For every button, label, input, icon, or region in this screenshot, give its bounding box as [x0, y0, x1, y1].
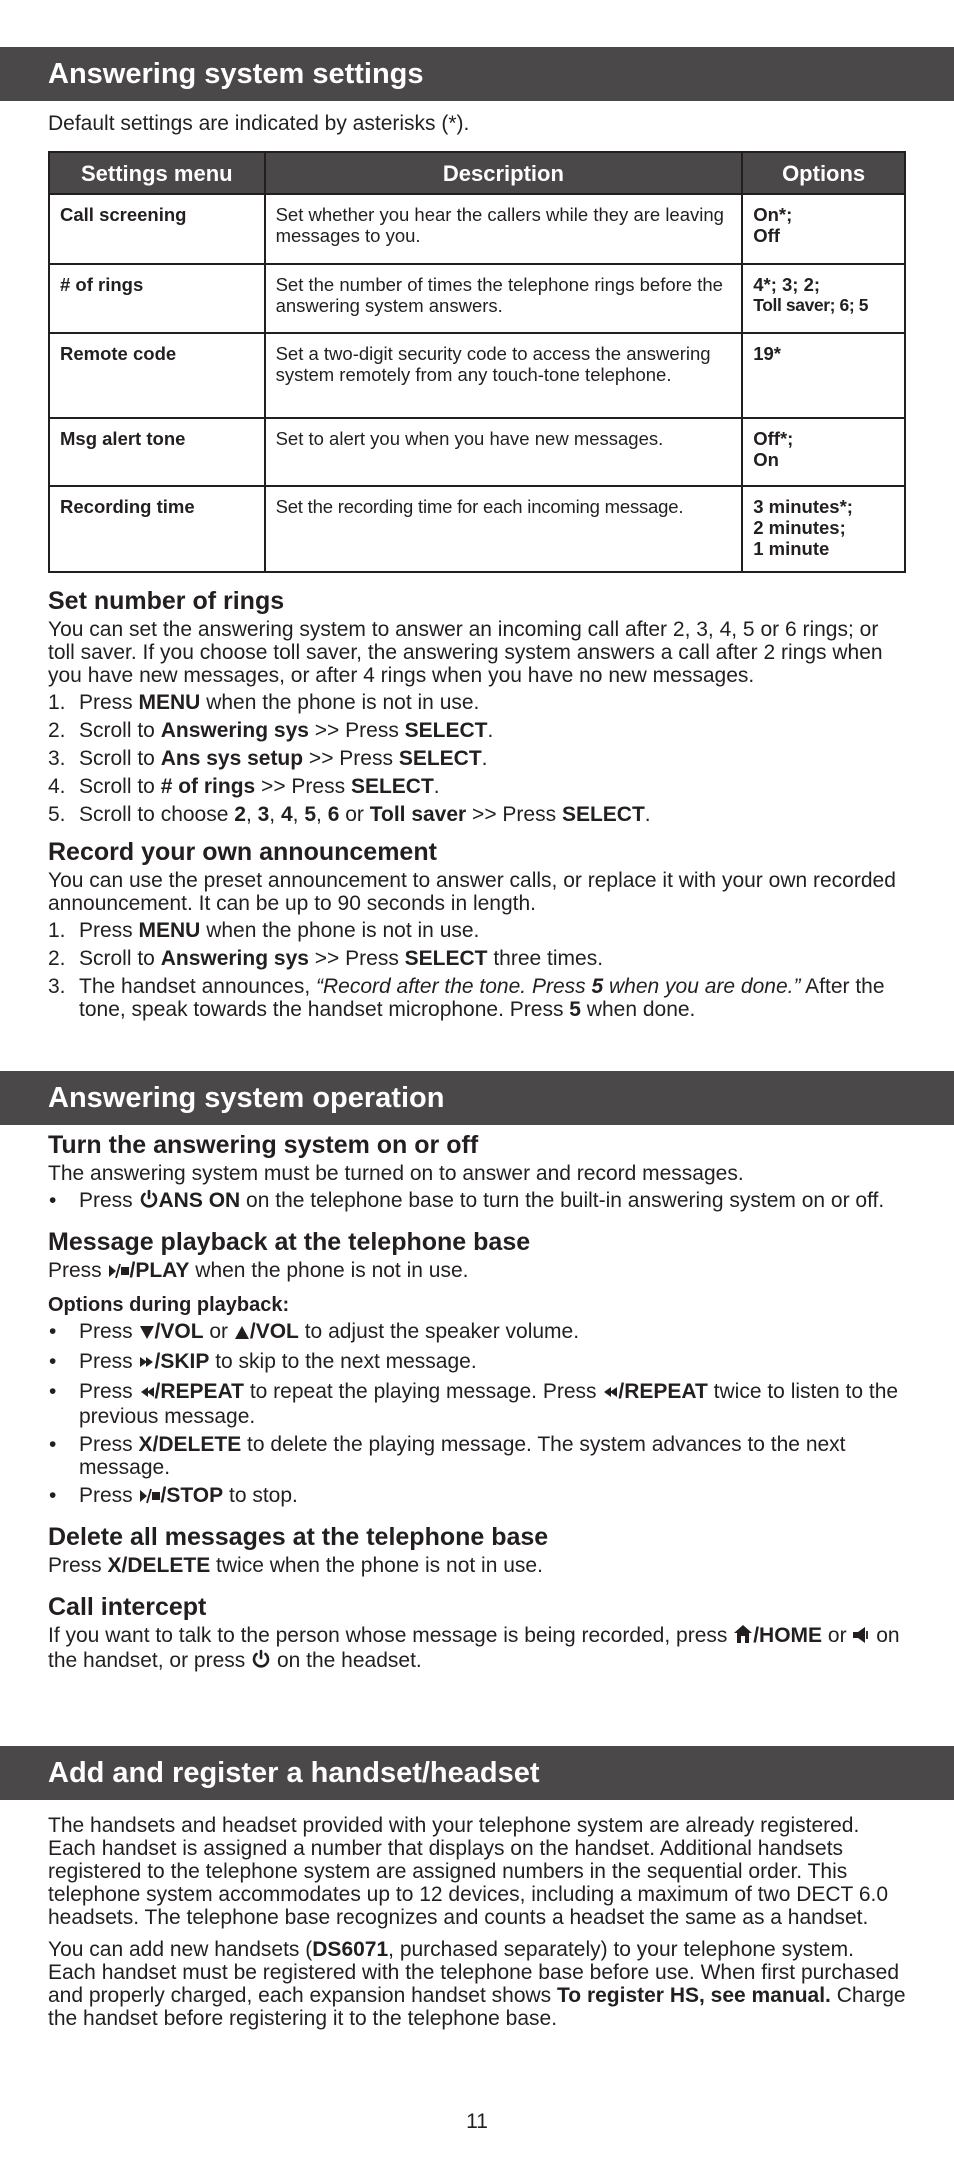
list-item: • Press X/DELETE to delete the playing message. The system advances to the next message.: [49, 1433, 846, 1479]
option-value: Off*;: [753, 428, 794, 449]
table-cell-description: Set the recording time for each incoming message.: [265, 486, 743, 572]
table-row: [49, 486, 905, 572]
paragraph: The answering system must be turned on to answer and record messages.: [48, 1162, 744, 1185]
power-icon: [251, 1649, 271, 1674]
call-intercept-section: [48, 1593, 906, 1674]
option-value: 3 minutes*;: [753, 496, 853, 517]
table-cell-description: Set to alert you when you have new messages.: [265, 418, 743, 486]
table-cell-options: [742, 264, 905, 333]
paragraph: Press /PLAY when the phone is not in use.: [48, 1259, 469, 1282]
onoff-section: [48, 1131, 906, 1214]
list-item: 3. Scroll to Ans sys setup >> Press SELECT.: [48, 747, 488, 770]
option-value: Toll saver; 6; 5: [753, 295, 869, 315]
steps-list: [48, 691, 906, 826]
settings-table: [48, 151, 906, 573]
list-item: 1. Press MENU when the phone is not in use.: [48, 691, 480, 714]
table-cell-options: [742, 418, 905, 486]
bullet-list: [48, 1320, 906, 1509]
option-value: 19*: [753, 343, 782, 364]
list-item: 3. The handset announces, “Record after the tone. Press 5 when you are done.” After the tone, speak towards the handset microphone. Press 5 when done.: [48, 975, 885, 1021]
list-item: 2. Scroll to Answering sys >> Press SELECT three times.: [48, 947, 604, 970]
section-heading: Delete all messages at the telephone base: [48, 1523, 549, 1551]
announcement-section: [48, 838, 906, 1021]
table-header: Options: [742, 152, 905, 194]
list-item: • Press /VOL or /VOL to adjust the speaker volume.: [49, 1320, 580, 1343]
default-note: Default settings are indicated by asterisks (*).: [48, 112, 470, 135]
list-item: 1. Press MENU when the phone is not in use.: [48, 919, 480, 942]
section-title-bar: Answering system operation: [0, 1071, 954, 1125]
bullet-list: [48, 1189, 906, 1214]
table-cell-description: Set the number of times the telephone rings before the answering system answers.: [265, 264, 743, 333]
table-cell-setting: Remote code: [49, 333, 265, 418]
home-icon: [733, 1624, 753, 1649]
section-title-bar: Answering system settings: [0, 47, 954, 101]
section-heading: Set number of rings: [48, 587, 285, 615]
table-cell-description: Set whether you hear the callers while they are leaving messages to you.: [265, 194, 743, 264]
list-item: 5. Scroll to choose 2, 3, 4, 5, 6 or Toll saver >> Press SELECT.: [48, 803, 651, 826]
table-row: [49, 264, 905, 333]
volume-up-icon: [234, 1322, 250, 1345]
table-row: [49, 333, 905, 418]
skip-icon: [139, 1352, 155, 1375]
table-cell-setting: Msg alert tone: [49, 418, 265, 486]
delete-all-section: [48, 1523, 906, 1577]
list-item: • Press ANS ON on the telephone base to turn the built-in answering system on or off.: [49, 1189, 885, 1212]
list-item: • Press /REPEAT to repeat the playing message. Press /REPEAT twice to listen to the previous message.: [49, 1380, 899, 1428]
section-heading: Record your own announcement: [48, 838, 437, 866]
repeat-icon: [602, 1382, 618, 1405]
section-add-register: [0, 1746, 954, 2034]
table-cell-setting: Call screening: [49, 194, 265, 264]
speaker-icon: [852, 1626, 870, 1649]
options-heading: Options during playback:: [48, 1294, 290, 1316]
page-number: 11: [466, 2110, 488, 2133]
repeat-icon: [139, 1382, 155, 1405]
paragraph: Press X/DELETE twice when the phone is not in use.: [48, 1554, 543, 1577]
option-value: 1 minute: [753, 538, 830, 559]
section-answering-settings: [0, 47, 954, 1026]
table-header-row: [49, 152, 905, 194]
table-cell-options: [742, 194, 905, 264]
table-cell-setting: # of rings: [49, 264, 265, 333]
section-heading: Call intercept: [48, 1593, 207, 1621]
list-item: 4. Scroll to # of rings >> Press SELECT.: [48, 775, 440, 798]
section-title-bar: Add and register a handset/headset: [0, 1746, 954, 1800]
paragraph: If you want to talk to the person whose message is being recorded, press /HOME or on the handset, or press on the headset.: [48, 1624, 900, 1672]
paragraph: The handsets and headset provided with your telephone system are already registered. Each handset is assigned a number that displays on the handset. Additional handsets registered to the telephone system are assigned numbers in the sequential order. This telephone system accommodates up to 12 devices, including a maximum of two DECT 6.0 headsets. The telephone base recognizes and counts a headset the same as a handset.: [48, 1814, 889, 1929]
set-rings-section: [48, 587, 906, 826]
play-stop-icon: [108, 1261, 130, 1284]
paragraph: You can add new handsets (DS6071, purchased separately) to your telephone system. Each handset must be registered with the telephone base before use. When first purchased and properly charged, each expansion handset shows To register HS, see manual. Charge the handset before registering it to the telephone base.: [48, 1938, 906, 2030]
paragraph: You can set the answering system to answer an incoming call after 2, 3, 4, 5 or 6 rings; or toll saver. If you choose toll saver, the answering system answers a call after 2 rings when you have new messages, or after 4 rings when you have no new messages.: [48, 618, 883, 687]
playback-section: [48, 1228, 906, 1509]
table-cell-options: [742, 486, 905, 572]
section-heading: Turn the answering system on or off: [48, 1131, 479, 1159]
option-value: 4*; 3; 2;: [753, 274, 821, 295]
option-value: On*;: [753, 204, 793, 225]
table-header: Settings menu: [49, 152, 265, 194]
table-row: [49, 418, 905, 486]
play-stop-icon: [139, 1486, 161, 1509]
paragraph: You can use the preset announcement to answer calls, or replace it with your own recorded announcement. It can be up to 90 seconds in length.: [48, 869, 896, 915]
table-header: Description: [265, 152, 743, 194]
option-value: On: [753, 449, 779, 470]
table-cell-description: Set a two-digit security code to access the answering system remotely from any touch-tone telephone.: [265, 333, 743, 418]
section-answering-operation: [0, 1071, 954, 1678]
list-item: • Press /STOP to stop.: [49, 1484, 298, 1507]
section-heading: Message playback at the telephone base: [48, 1228, 531, 1256]
volume-down-icon: [139, 1322, 155, 1345]
option-value: Off: [753, 225, 780, 246]
list-item: 2. Scroll to Answering sys >> Press SELECT.: [48, 719, 494, 742]
power-icon: [139, 1189, 159, 1214]
table-row: [49, 194, 905, 264]
steps-list: [48, 919, 906, 1021]
list-item: • Press /SKIP to skip to the next message.: [49, 1350, 477, 1373]
table-cell-options: [742, 333, 905, 418]
option-value: 2 minutes;: [753, 517, 846, 538]
table-cell-setting: Recording time: [49, 486, 265, 572]
